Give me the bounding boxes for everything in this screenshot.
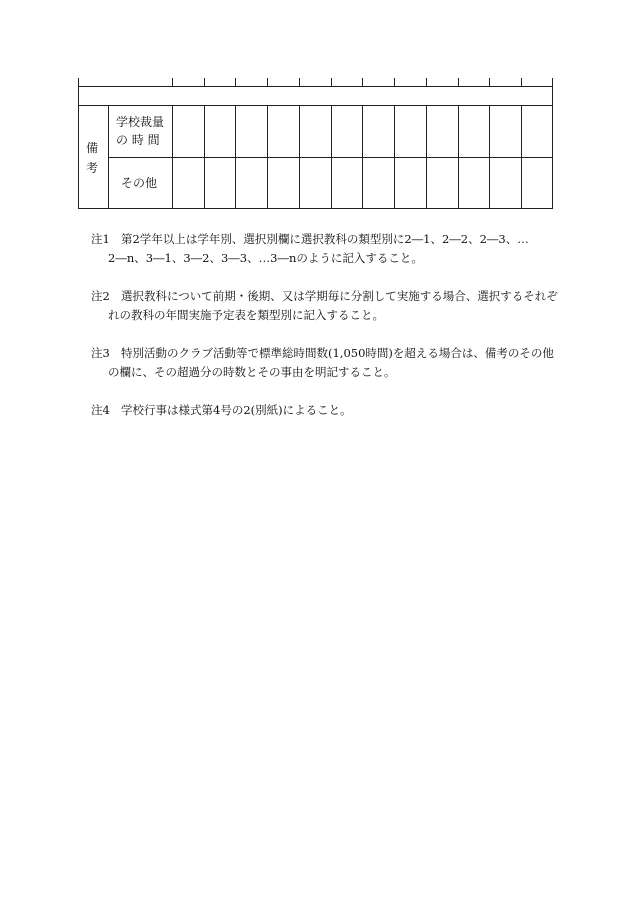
table-line [235,78,236,86]
table-line [521,78,522,86]
table-line [331,78,332,86]
table-line [331,105,332,209]
table-line [458,78,459,86]
table-line [78,86,553,87]
table-line [458,105,459,209]
note-item: 注3 特別活動のクラブ活動等で標準総時間数(1,050時間)を超える場合は、備考のその他の欄に、その超過分の時数とその事由を明記すること。 [91,346,554,379]
remarks-table [78,78,553,209]
row-label-other: その他 [121,176,158,190]
table-line [552,78,553,209]
remarks-label: 備 考 [85,141,98,175]
table-line [426,105,427,209]
table-line [267,78,268,86]
table-line [489,105,490,209]
table-line [204,105,205,209]
table-line [235,105,236,209]
table-line [426,78,427,86]
note-item: 注2 選択教科について前期・後期、又は学期毎に分割して実施する場合、選択するそれぞれの教科の年間実施予定表を類型別に記入すること。 [91,289,558,322]
table-line [299,105,300,209]
table-line [78,208,553,209]
notes-section [91,230,561,439]
table-line [78,105,553,106]
table-line [108,105,109,209]
table-line [489,78,490,86]
table-line [362,78,363,86]
table-line [172,78,173,86]
note-item: 注1 第2学年以上は学年別、選択別欄に選択教科の類型別に2―1、2―2、2―3、…2―n、3―1、3―2、3―3、…3―nのように記入すること。 [91,232,529,265]
row-label-school-discretion: 学校裁量 の 時 間 [116,115,165,147]
table-line [521,105,522,209]
table-line [394,78,395,86]
table-line [204,78,205,86]
table-line [267,105,268,209]
note-item: 注4 学校行事は様式第4号の2(別紙)によること。 [91,403,352,417]
table-line [172,105,173,209]
table-line [394,105,395,209]
table-line [362,105,363,209]
table-line [78,78,79,209]
table-line [299,78,300,86]
